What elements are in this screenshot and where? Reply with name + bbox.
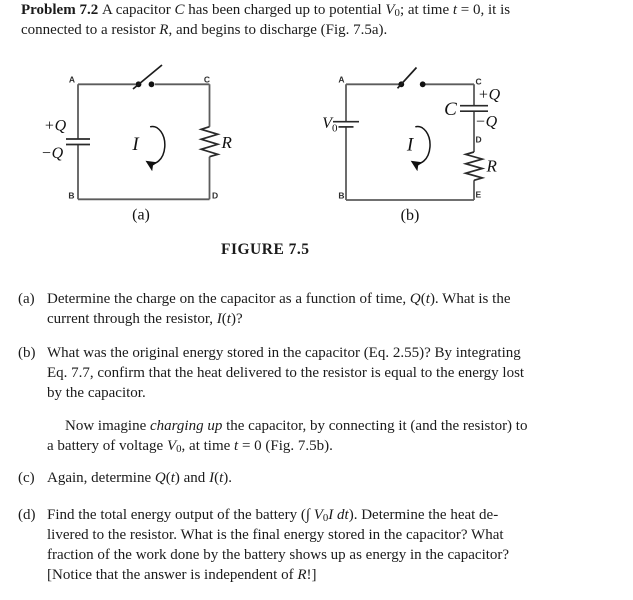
capacitor-icon xyxy=(66,139,90,145)
text-line: connected to a resistor R, and begins to discharge (Fig. 7.5a). xyxy=(21,22,388,38)
figure-7-5-diagrams xyxy=(0,55,633,235)
text-line: a battery of voltage $V_0$, at time t = 0 (Fig. 7.5b). xyxy=(47,438,333,455)
capacitor-label: C xyxy=(444,99,457,120)
node-label-c: C xyxy=(203,74,210,85)
current-label: I xyxy=(406,134,414,156)
text-line: [Notice that the answer is independent of R!] xyxy=(47,567,317,583)
text-line: Problem 7.2 A capacitor C has been charged up to potential $V_0$; at time t = 0, it is xyxy=(21,2,511,19)
charge-label-positive: +Q xyxy=(43,117,67,135)
node-label-d: D xyxy=(475,134,482,145)
current-loop-arrow-icon xyxy=(147,127,164,164)
node-label-d: D xyxy=(212,190,219,201)
node-label-a: A xyxy=(338,74,345,85)
item-d-marker: (d) xyxy=(18,507,36,523)
figure-caption: FIGURE 7.5 xyxy=(221,241,310,258)
charge-label-negative: −Q xyxy=(474,113,498,131)
subfigure-b-caption: (b) xyxy=(400,207,420,224)
text-line: current through the resistor, I(t)? xyxy=(47,311,243,327)
text-line: fraction of the work done by the battery shows up as energy in the capacitor? xyxy=(47,547,510,563)
item-b xyxy=(18,343,524,403)
item-b-marker: (b) xyxy=(18,345,36,361)
text-line: Now imagine charging up the capacitor, by connecting it (and the resistor) to xyxy=(65,418,528,434)
text-line: What was the original energy stored in the capacitor (Eq. 2.55)? By integrating xyxy=(47,345,521,361)
text-line: by the capacitor. xyxy=(47,385,146,401)
resistor-label: R xyxy=(221,133,232,152)
charging-paragraph xyxy=(47,416,527,456)
switch-icon xyxy=(398,68,426,89)
circuit-b-diagram xyxy=(322,68,500,225)
item-c-marker: (c) xyxy=(18,470,35,486)
node-label-b: B xyxy=(68,190,75,201)
circuit-a-diagram xyxy=(41,65,233,224)
text-line: Find the total energy output of the battery (∫ $V_0I$ dt). Determine the heat de- xyxy=(47,507,499,524)
node-label-e: E xyxy=(475,189,482,200)
capacitor-icon xyxy=(460,106,488,112)
resistor-label: R xyxy=(486,156,497,176)
item-a-marker: (a) xyxy=(18,291,35,307)
item-c xyxy=(18,468,232,488)
text-line: Determine the charge on the capacitor as a function of time, Q(t). What is the xyxy=(47,291,511,307)
switch-icon xyxy=(133,65,162,89)
battery-label: $V_0$ xyxy=(322,115,338,135)
subfigure-a-caption: (a) xyxy=(132,206,150,224)
current-loop-arrow-icon xyxy=(413,127,430,164)
charge-label-negative: −Q xyxy=(40,145,64,162)
text-line: Again, determine Q(t) and I(t). xyxy=(47,470,232,486)
node-label-c: C xyxy=(475,76,482,87)
text-line: livered to the resistor. What is the final energy stored in the capacitor? What xyxy=(47,527,504,543)
item-a xyxy=(18,289,510,329)
problem-statement xyxy=(21,0,510,40)
charge-label-positive: +Q xyxy=(477,86,501,104)
text-line: Eq. 7.7, confirm that the heat delivered to the resistor is equal to the energy lost xyxy=(47,365,525,381)
wire xyxy=(78,84,210,199)
item-d xyxy=(18,505,509,585)
resistor-icon xyxy=(466,152,483,180)
node-label-a: A xyxy=(68,74,75,85)
current-label: I xyxy=(132,134,139,155)
node-label-b: B xyxy=(338,190,345,201)
resistor-icon xyxy=(201,127,218,157)
